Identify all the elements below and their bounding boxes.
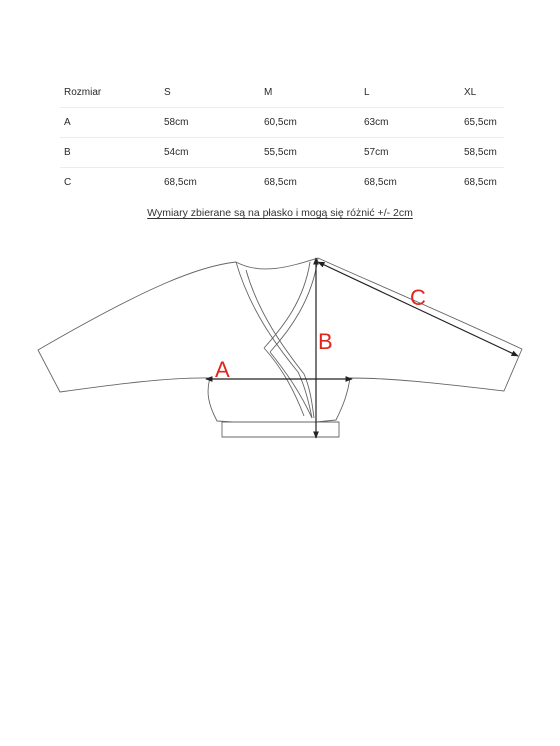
table-cell: 60,5cm: [260, 108, 360, 138]
header-cell: M: [260, 78, 360, 108]
header-cell: Rozmiar: [60, 78, 160, 108]
header-cell: XL: [460, 78, 504, 108]
table-cell: 68,5cm: [264, 177, 297, 188]
table-cell: 68,5cm: [164, 177, 197, 188]
table-cell: B: [60, 138, 160, 168]
label-c: C: [410, 285, 426, 310]
table-cell: C: [64, 177, 72, 188]
table-row: [60, 138, 504, 168]
table-cell: 63cm: [360, 108, 460, 138]
table-row: [60, 108, 504, 138]
label-b: B: [318, 329, 333, 354]
label-a: A: [215, 357, 230, 382]
table-cell: 65,5cm: [460, 108, 504, 138]
table-cell: 58,5cm: [460, 138, 504, 168]
table-cell: 58cm: [160, 108, 260, 138]
garment-outline: [38, 258, 522, 437]
measurement-arrows: [206, 258, 518, 438]
table-cell: A: [60, 108, 160, 138]
table-cell: 68,5cm: [464, 177, 497, 188]
table-row: [60, 168, 504, 198]
table-cell: 55,5cm: [260, 138, 360, 168]
table-cell: 68,5cm: [364, 177, 397, 188]
header-cell: L: [360, 78, 460, 108]
garment-diagram: [0, 240, 560, 450]
table-cell: 54cm: [160, 138, 260, 168]
header-cell: S: [160, 78, 260, 108]
size-table: [60, 78, 504, 197]
table-header-row: [60, 78, 504, 108]
table-cell: 57cm: [360, 138, 460, 168]
measurement-note: Wymiary zbierane są na płasko i mogą się różnić +/- 2cm: [147, 207, 413, 219]
